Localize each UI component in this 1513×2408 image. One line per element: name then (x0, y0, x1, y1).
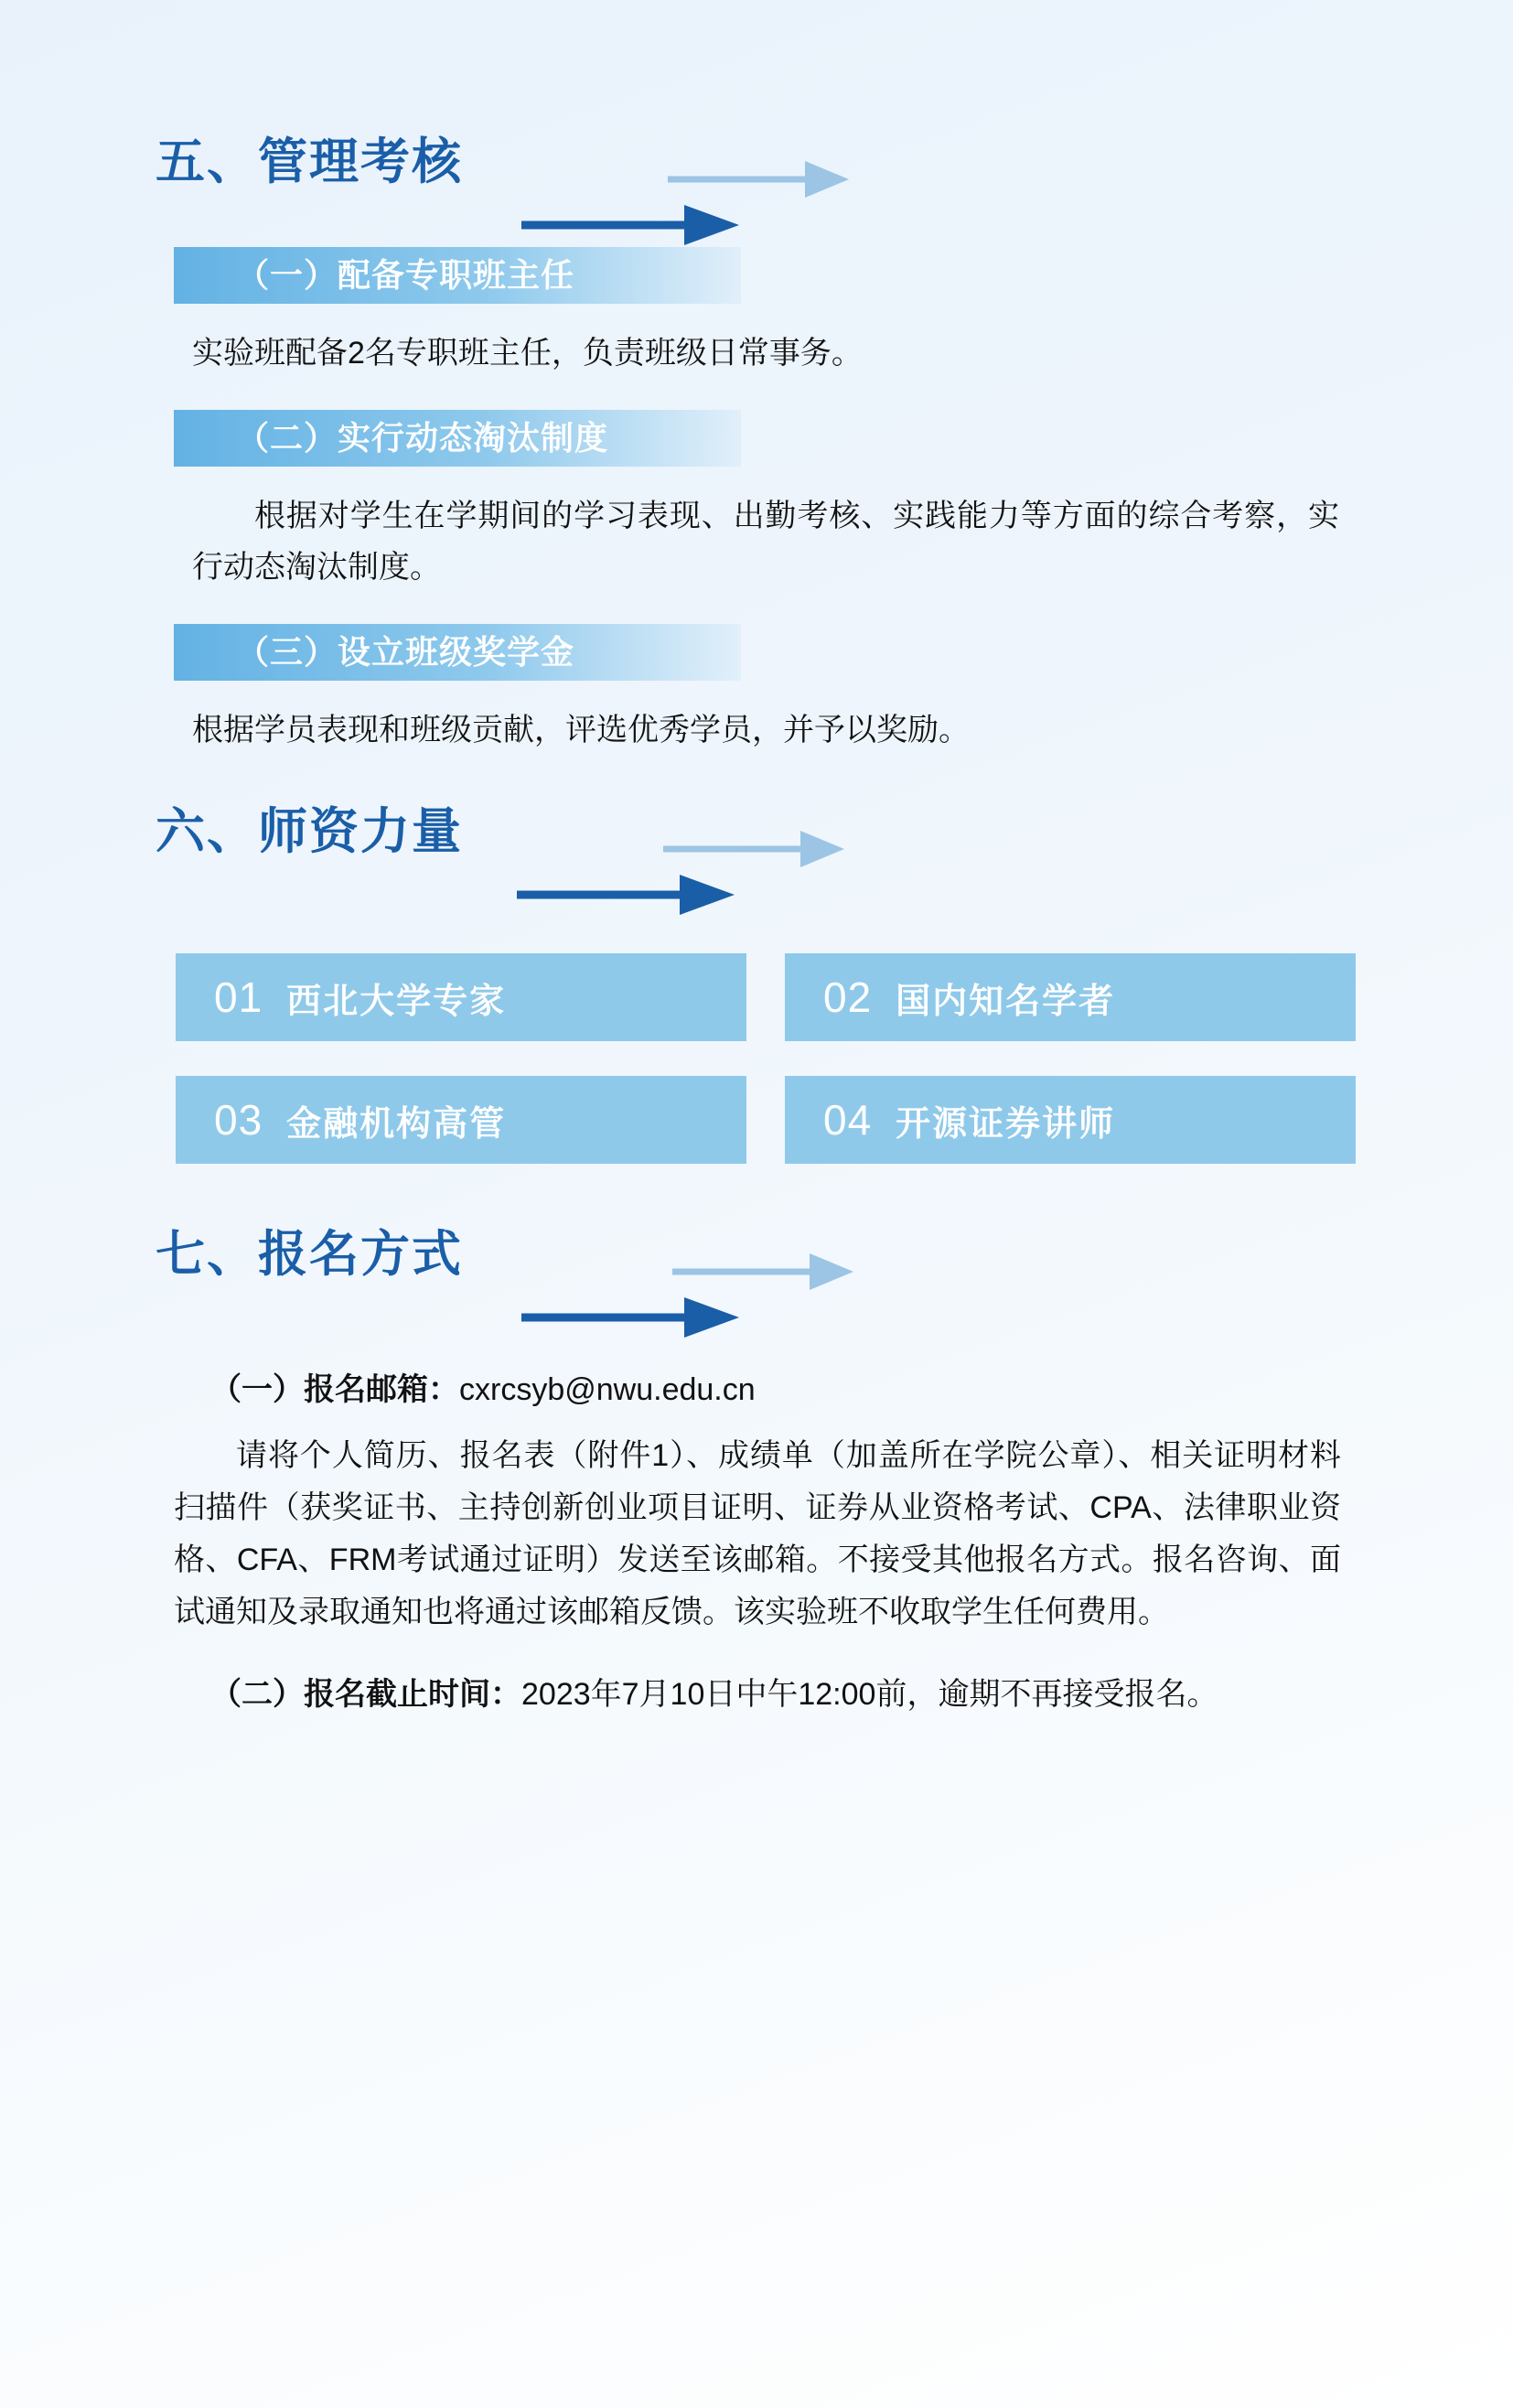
card-number: 02 (823, 973, 873, 1022)
apply-email-label: （一）报名邮箱： (210, 1372, 459, 1408)
faculty-card (176, 953, 746, 1041)
apply-deadline-line (156, 1670, 1357, 1719)
subsection-text: 根据对学生在学期间的学习表现、出勤考核、实践能力等方面的综合考察，实行动态淘汰制度。 (192, 499, 1339, 586)
card-number: 04 (823, 1096, 873, 1145)
section-heading-apply (156, 1227, 1357, 1339)
subsection-heading: （三）设立班级奖学金 (174, 624, 741, 681)
apply-deadline-value: 2023年7月10日中午12:00前，逾期不再接受报名。 (521, 1677, 1218, 1713)
apply-email-line (156, 1365, 1357, 1414)
card-number: 01 (214, 973, 263, 1022)
section-title: 六、师资力量 (156, 804, 463, 860)
apply-email-value[interactable]: cxrcsyb@nwu.edu.cn (459, 1372, 756, 1408)
subsection-text: 实验班配备2名专职班主任，负责班级日常事务。 (192, 336, 863, 371)
card-number: 03 (214, 1096, 263, 1145)
subsection-heading: （一）配备专职班主任 (174, 247, 741, 304)
card-label: 开源证券讲师 (896, 1104, 1116, 1144)
arrow-right-dark-icon (517, 871, 736, 919)
subsection-heading: （二）实行动态淘汰制度 (174, 410, 741, 467)
section-title: 七、报名方式 (156, 1227, 463, 1283)
section-heading-faculty (156, 804, 1357, 917)
card-label: 国内知名学者 (896, 982, 1116, 1021)
subsection-text: 根据学员表现和班级贡献，评选优秀学员，并予以奖励。 (192, 713, 970, 748)
card-label: 西北大学专家 (286, 982, 507, 1021)
arrow-right-dark-icon (521, 201, 741, 249)
section-title: 五、管理考核 (156, 134, 463, 189)
section-heading-management (156, 134, 1357, 247)
arrow-right-light-icon (672, 1252, 855, 1292)
arrow-right-light-icon (663, 829, 846, 869)
faculty-card-list (176, 953, 1356, 1164)
faculty-card (785, 1076, 1356, 1164)
arrow-right-dark-icon (521, 1294, 741, 1341)
subsection-1-3 (156, 624, 1357, 756)
faculty-card (176, 1076, 746, 1164)
faculty-card (785, 953, 1356, 1041)
apply-body-text: 请将个人简历、报名表（附件1）、成绩单（加盖所在学院公章）、相关证明材料扫描件（获奖证书、主持创新创业项目证明、证券从业资格考试、CPA、法律职业资格、CFA、FRM考试通过证明）发送至该邮箱。不接受其他报名方式。报名咨询、面试通知及录取通知也将通过该邮箱反馈。该实验班不收取学生任何费用。 (174, 1437, 1341, 1630)
card-label: 金融机构高管 (286, 1104, 507, 1144)
arrow-right-light-icon (668, 159, 851, 199)
poster-page (0, 134, 1513, 2408)
subsection-1-2 (156, 410, 1357, 593)
subsection-1-1 (156, 247, 1357, 379)
apply-deadline-label: （二）报名截止时间： (210, 1677, 521, 1713)
